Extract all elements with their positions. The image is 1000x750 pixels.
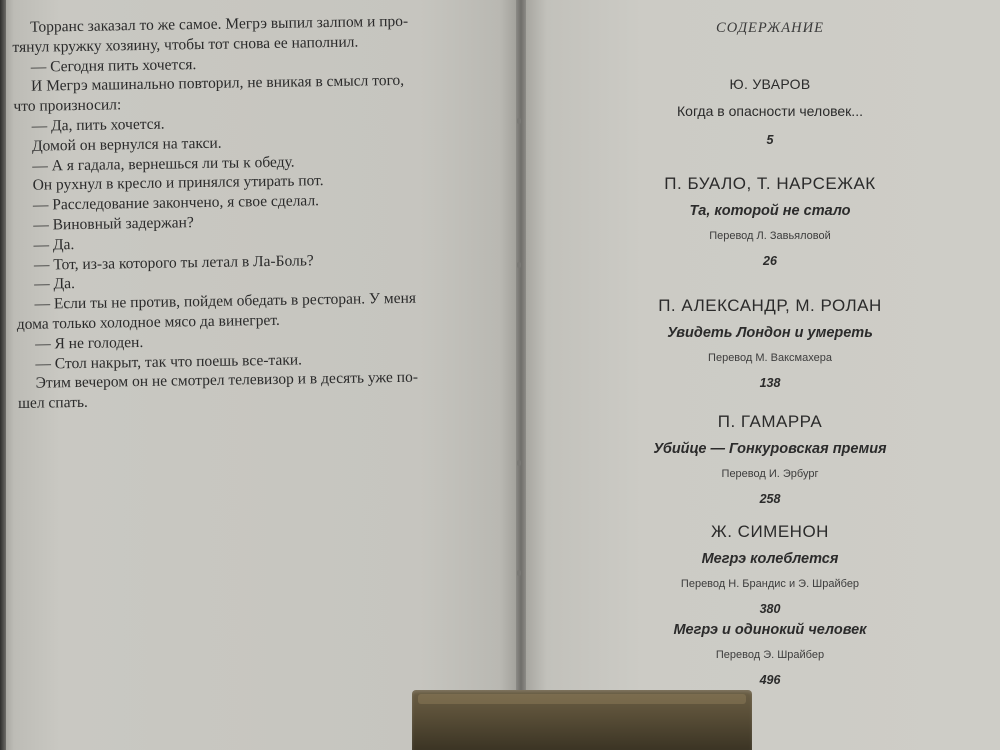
toc-author: П. ГАМАРРА <box>717 412 823 431</box>
story-text <box>12 11 488 414</box>
text-line: тянул кружку хозяину, чтобы тот снова ее наполнил. <box>12 33 359 56</box>
toc-page-number: 5 <box>766 133 774 147</box>
text-line: Домой он вернулся на такси. <box>31 134 222 155</box>
toc-title: Та, которой не стало <box>689 203 851 219</box>
binding-hole <box>517 118 521 124</box>
toc-title: Убийце — Гонкуровская премия <box>653 441 887 457</box>
text-line: — Сегодня пить хочется. <box>30 55 197 76</box>
toc-entry <box>560 622 980 687</box>
toc-translator: Перевод И. Эрбург <box>721 468 819 480</box>
toc-entry <box>560 522 980 616</box>
text-line: Он рухнул в кресло и принялся утирать пот. <box>32 172 324 195</box>
text-line: — Да. <box>33 235 75 254</box>
text-line: — Тот, из-за которого ты летал в Ла-Боль? <box>33 251 314 274</box>
toc-entry <box>560 412 980 506</box>
toc-page-number: 496 <box>759 673 781 687</box>
text-line: И Мегрэ машинально повторил, не вникая в смысл того, <box>30 72 405 96</box>
text-line: — Да. <box>34 275 76 294</box>
toc-author: Ю. УВАРОВ <box>729 76 811 92</box>
toc-title: Когда в опасности человек... <box>677 103 863 119</box>
toc-entry <box>560 296 980 390</box>
book-edge <box>0 0 6 750</box>
text-line: — Я не голоден. <box>34 333 144 353</box>
toc-translator: Перевод Л. Завьяловой <box>709 230 831 242</box>
book-gutter <box>516 0 526 750</box>
toc-page-number: 258 <box>759 492 781 506</box>
toc-entry <box>560 76 980 147</box>
toc-author: П. БУАЛО, Т. НАРСЕЖАК <box>664 174 876 193</box>
toc-page-number: 380 <box>759 602 781 616</box>
toc-translator: Перевод М. Ваксмахера <box>708 352 832 364</box>
toc-heading: СОДЕРЖАНИЕ <box>716 20 824 36</box>
text-line: Этим вечером он не смотрел телевизор и в десять уже по- <box>35 369 419 393</box>
text-line: — Виновный задержан? <box>33 214 194 234</box>
binding-hole <box>517 570 521 576</box>
toc-entry <box>560 174 980 268</box>
toc-author: Ж. СИМЕНОН <box>711 522 829 541</box>
binding-hole <box>517 460 521 466</box>
toc-author: П. АЛЕКСАНДР, М. РОЛАН <box>658 296 882 315</box>
text-line: — Расследование закончено, я свое сделал. <box>32 192 320 214</box>
text-line: — Да, пить хочется. <box>31 115 165 135</box>
toc-page-number: 26 <box>763 254 777 268</box>
book-weight-object <box>412 690 752 750</box>
text-line: что произносил: <box>13 96 122 116</box>
toc-translator: Перевод Э. Шрайбер <box>715 649 825 661</box>
toc-title: Увидеть Лондон и умереть <box>667 325 873 341</box>
toc-page-number: 138 <box>759 376 781 390</box>
text-line: — Если ты не против, пойдем обедать в ресторан. У меня <box>34 289 417 313</box>
toc-title: Мегрэ и одинокий человек <box>673 622 867 638</box>
toc-title: Мегрэ колеблется <box>701 551 839 567</box>
text-line: Торранс заказал то же самое. Мегрэ выпил залпом и про- <box>30 12 409 36</box>
toc-translator: Перевод Н. Брандис и Э. Шрайбер <box>680 578 860 590</box>
text-line: шел спать. <box>17 393 88 413</box>
text-line: — Стол накрыт, так что поешь все-таки. <box>35 351 303 373</box>
binding-hole <box>517 262 521 268</box>
text-line: дома только холодное мясо да винегрет. <box>16 311 280 333</box>
text-line: — А я гадала, вернешься ли ты к обеду. <box>32 153 295 175</box>
